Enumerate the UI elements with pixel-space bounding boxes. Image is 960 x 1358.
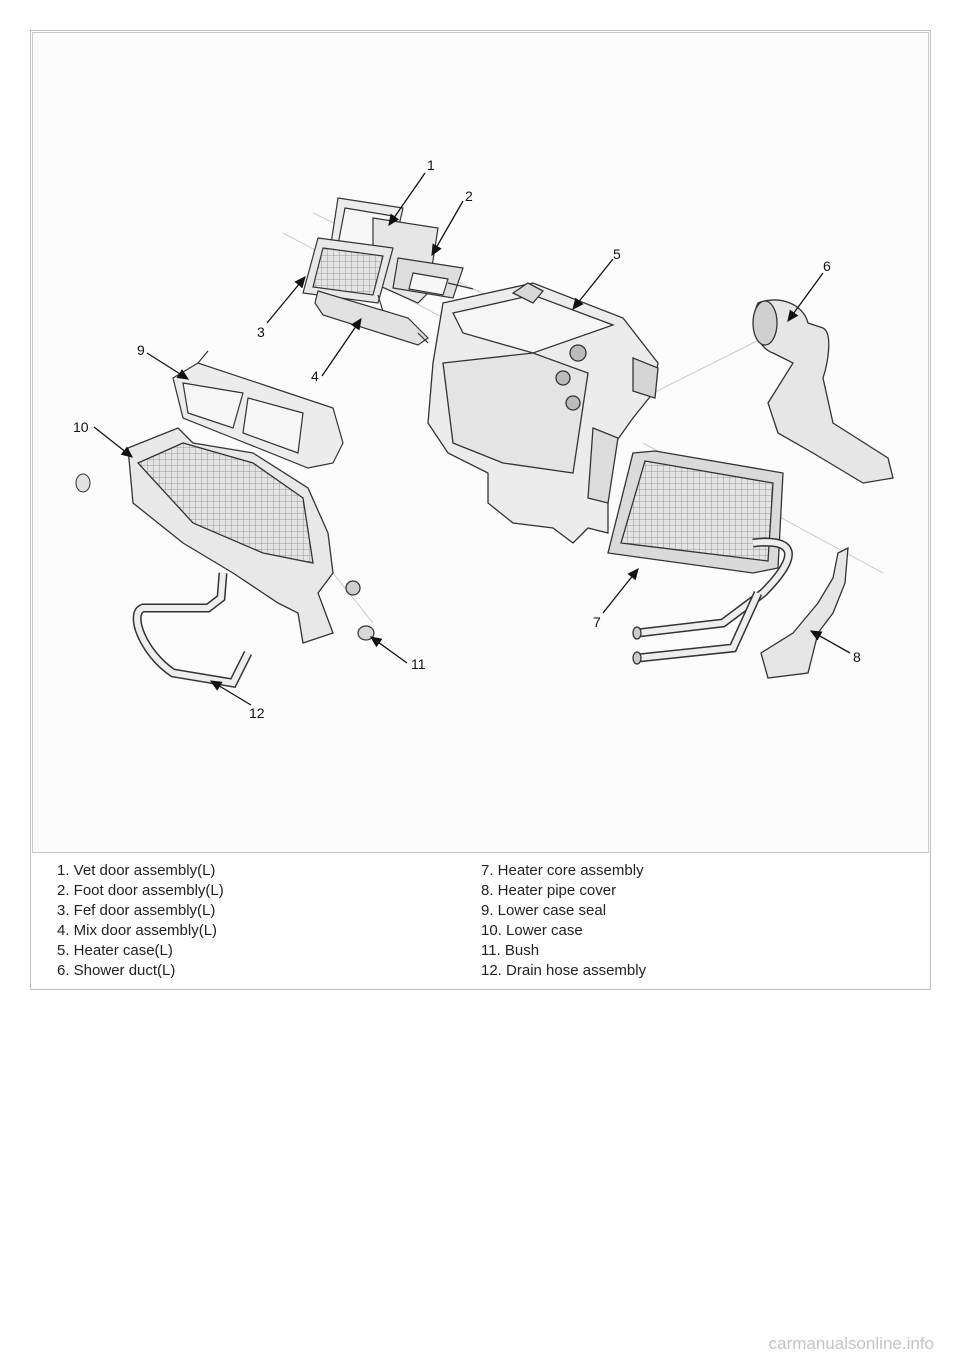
callout-1: 1	[427, 157, 435, 173]
parts-legend	[31, 853, 930, 989]
callout-7: 7	[593, 614, 601, 630]
legend-column-right	[481, 861, 646, 981]
legend-column-left	[57, 861, 224, 981]
legend-item: 11. Bush	[481, 942, 540, 959]
callout-8: 8	[853, 649, 861, 665]
callout-9: 9	[137, 342, 145, 358]
exploded-view-figure	[32, 32, 929, 853]
page-footer	[0, 1334, 960, 1354]
part-shower-duct	[753, 300, 893, 483]
legend-item: 5. Heater case(L)	[57, 942, 173, 959]
legend-item: 3. Fef door assembly(L)	[57, 902, 216, 919]
legend-item: 12. Drain hose assembly	[481, 962, 647, 979]
callout-12: 12	[249, 705, 265, 721]
diagram-frame	[30, 30, 931, 990]
legend-item: 2. Foot door assembly(L)	[57, 882, 224, 899]
part-drain-hose	[137, 573, 248, 683]
exploded-view-drawing	[33, 33, 930, 854]
legend-item: 7. Heater core assembly	[481, 862, 644, 879]
callout-4: 4	[311, 368, 319, 384]
callout-10: 10	[73, 419, 89, 435]
callout-2: 2	[465, 188, 473, 204]
legend-item: 4. Mix door assembly(L)	[57, 922, 218, 939]
legend-item: 6. Shower duct(L)	[57, 962, 176, 979]
legend-item: 8. Heater pipe cover	[481, 882, 617, 899]
legend-item: 1. Vet door assembly(L)	[57, 862, 216, 879]
legend-item: 10. Lower case	[481, 922, 583, 939]
callout-5: 5	[613, 246, 621, 262]
callout-11: 11	[411, 656, 426, 672]
legend-item: 9. Lower case seal	[481, 902, 607, 919]
site-watermark: carmanualsonline.info	[768, 1334, 934, 1353]
part-heater-core	[608, 451, 788, 664]
callout-3: 3	[257, 324, 265, 340]
callout-6: 6	[823, 258, 831, 274]
small-grommet	[76, 474, 90, 492]
